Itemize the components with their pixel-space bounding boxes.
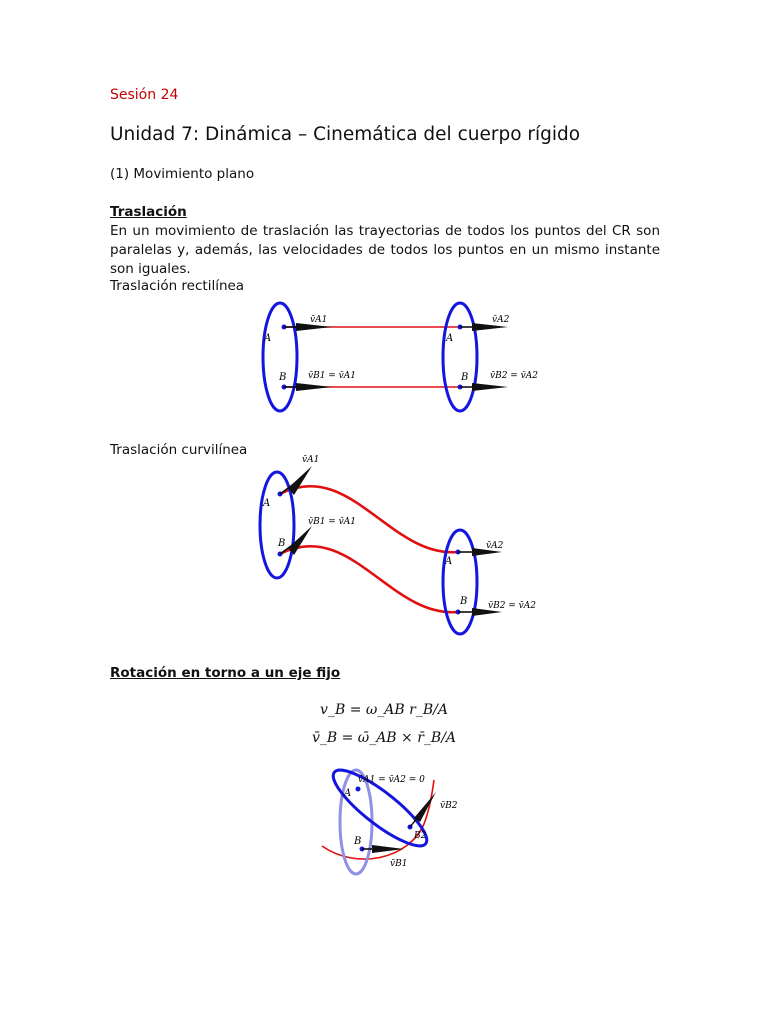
label-b2: B2 (414, 831, 427, 841)
velocity-arrow-b1 (284, 383, 332, 391)
rotacion-heading: Rotación en torno a un eje fijo (110, 665, 341, 681)
rectilinea-caption: Traslación rectilínea (110, 278, 245, 294)
label-b2: B (461, 372, 469, 383)
label-vb2: v̄B2 = v̄A2 (490, 371, 538, 381)
label-b: B (354, 836, 362, 847)
equation-speed: v_B = ω_AB r_B/A (320, 702, 448, 718)
fixed-axis-rotation-diagram (318, 760, 468, 880)
label-b1: B (278, 538, 286, 549)
label-a1: A (264, 333, 272, 344)
label-a2: A (446, 333, 454, 344)
label-b1: B (279, 372, 287, 383)
label-va-zero: v̄A1 = v̄A2 = 0 (358, 775, 425, 785)
traslacion-paragraph: En un movimiento de traslación las trayectorias de todos los puntos del CR son paralelas y, además, las velocidades de todos los puntos en un mismo instante son iguales. (110, 223, 660, 277)
velocity-arrow-b2 (460, 383, 508, 391)
session-label: Sesión 24 (110, 87, 179, 103)
label-vb2: v̄B2 = v̄A2 (488, 601, 536, 611)
curved-path-a (280, 486, 458, 552)
label-va1: v̄A1 (310, 315, 328, 325)
curved-path-b (280, 546, 458, 612)
label-va2: v̄A2 (492, 315, 510, 325)
section-subtitle: (1) Movimiento plano (110, 166, 255, 182)
label-vb1: v̄B1 = v̄A1 (308, 371, 356, 381)
point-a (356, 787, 361, 792)
rigid-body-2 (443, 303, 477, 411)
curvilinear-translation-diagram (250, 448, 536, 644)
curvilinea-caption: Traslación curvilínea (110, 442, 248, 458)
equation-velocity-vector: v̄_B = ω̄_AB × r̄_B/A (311, 730, 457, 746)
label-vb1: v̄B1 (390, 859, 408, 869)
rigid-body-2 (443, 530, 477, 634)
page-title: Unidad 7: Dinámica – Cinemática del cuerpo rígido (110, 124, 581, 145)
label-va2: v̄A2 (486, 541, 504, 551)
label-va1: v̄A1 (302, 455, 320, 465)
rigid-body-1 (263, 303, 297, 411)
label-a: A (344, 788, 352, 799)
label-b2: B (460, 596, 468, 607)
label-a2: A (445, 556, 453, 567)
label-vb1: v̄B1 = v̄A1 (308, 517, 356, 527)
label-a1: A (263, 498, 271, 509)
label-vb2: v̄B2 (440, 801, 458, 811)
traslacion-heading: Traslación (110, 204, 187, 220)
velocity-arrow-b2 (410, 792, 436, 827)
rectilinear-translation-diagram (250, 296, 538, 420)
